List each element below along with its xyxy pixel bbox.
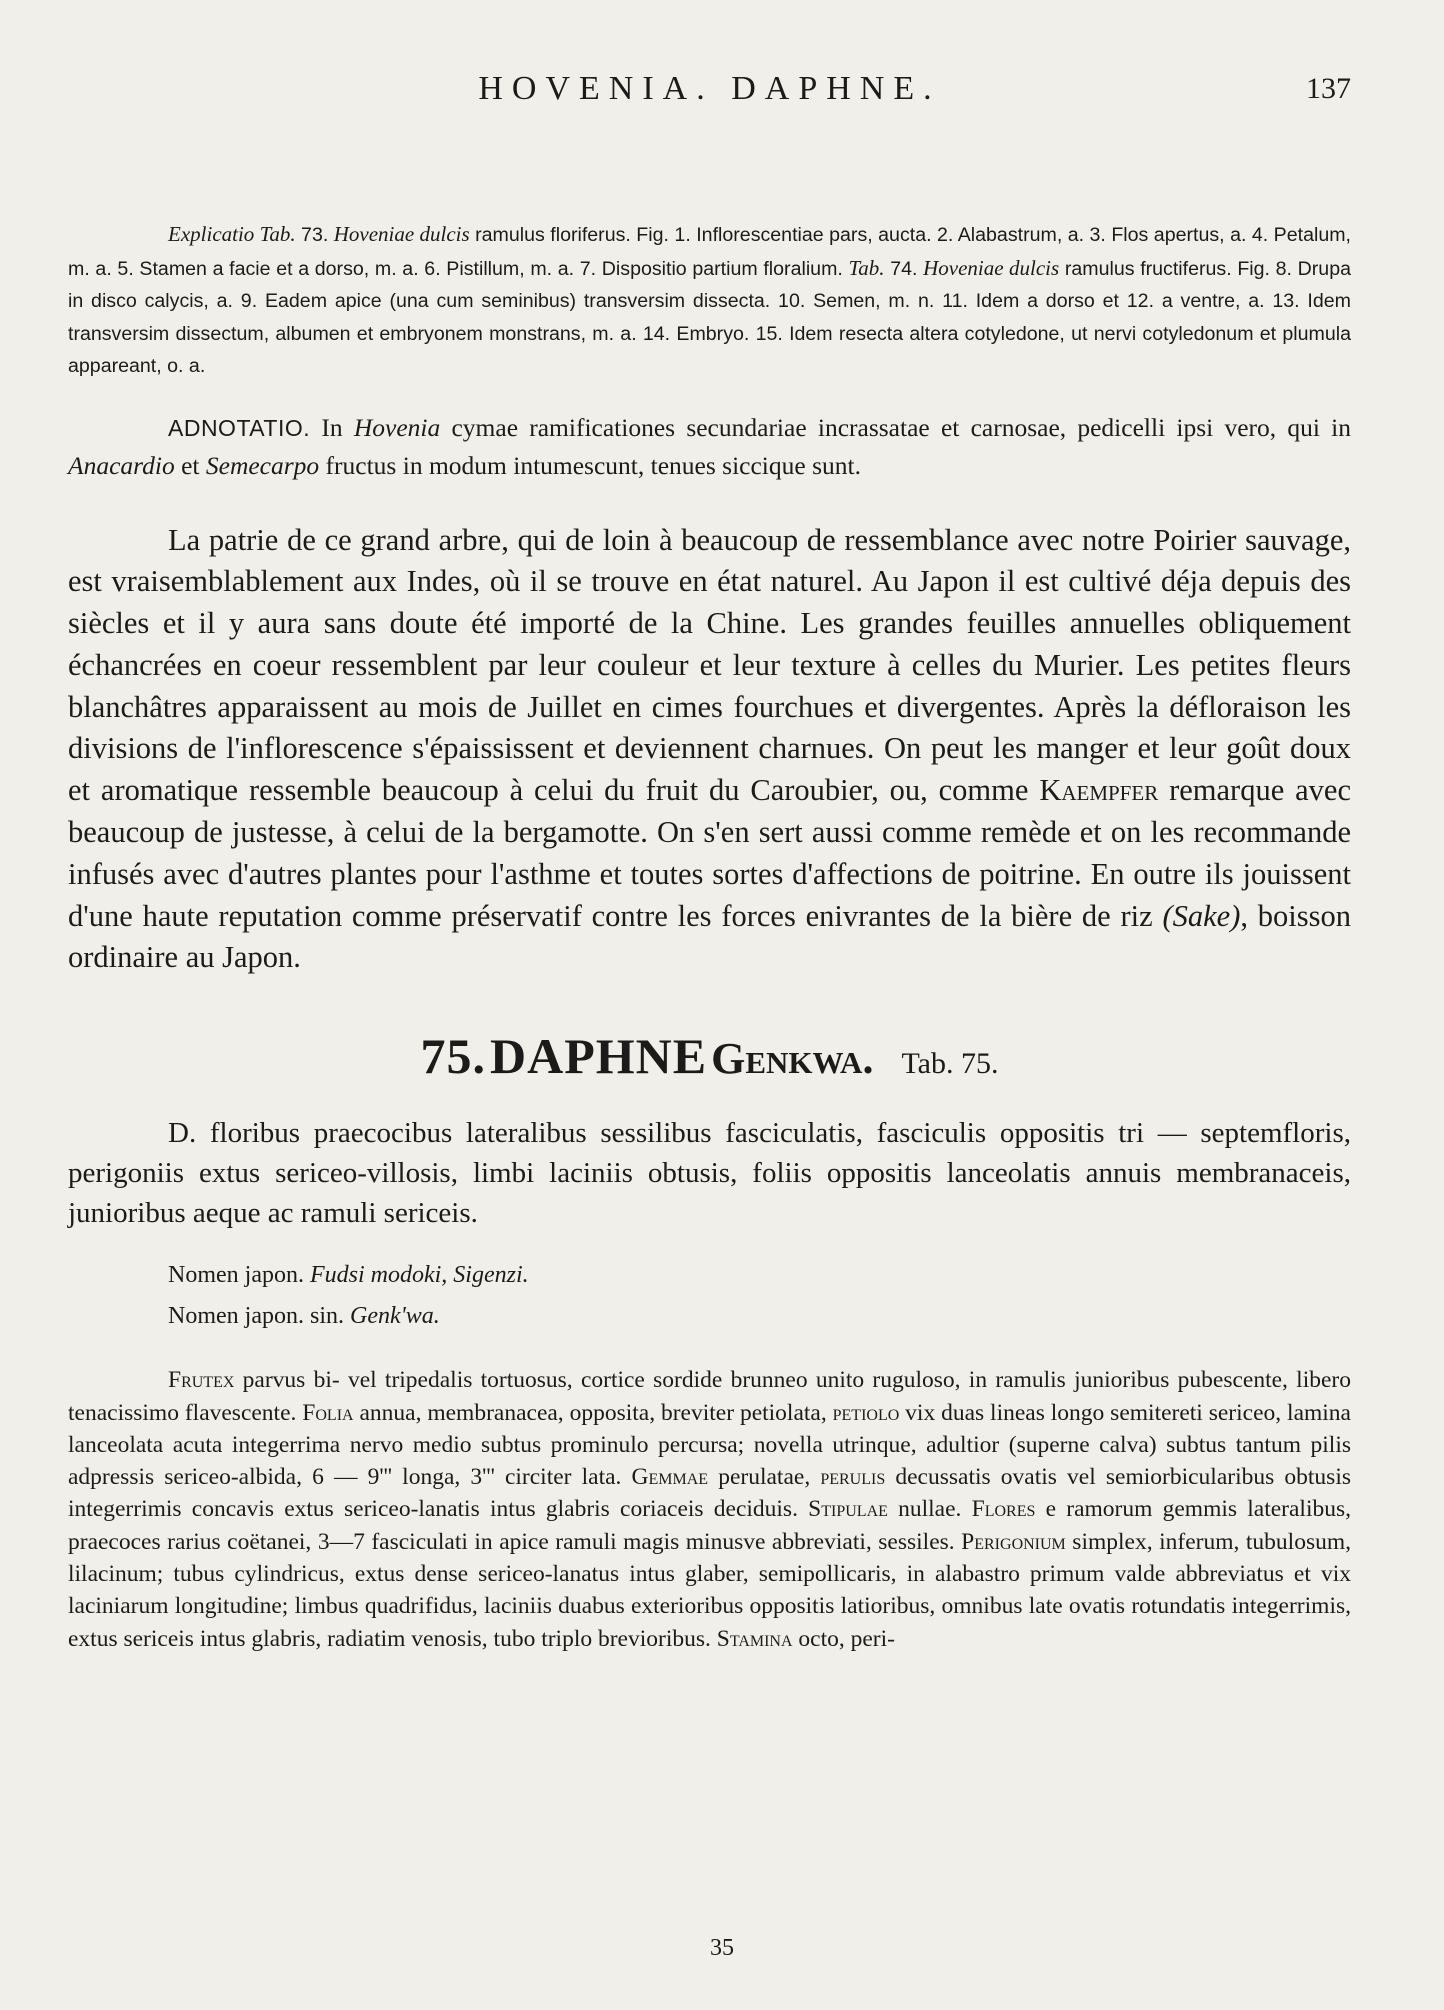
plate-reference: Tab. 75.	[901, 1047, 999, 1081]
japanese-name-line	[68, 1262, 1351, 1289]
description-run: Gemmae	[631, 1464, 709, 1491]
explicatio-run: 74.	[884, 257, 924, 280]
french-paragraph-run: La patrie de ce grand arbre, qui de loin à beaucoup de ressemblance avec notre Poirier sauvage, est vraisemblablement aux Indes, où il se trouve en état naturel. Au Japon il est cultivé déja depuis des siècles et il y aura sans doute été importé de la Chine. Les grandes feuilles annuelles obliquement échancrées en coeur ressemblent par leur couleur et leur texture à celles du Murier. Les petites fleurs blanchâtres apparaissent au mois de Juillet en cimes fourchues et divergentes. Après la défloraison les divisions de l'inflorescence s'épaississent et deviennent charnues. On peut les manger et leur goût doux et aromatique ressemble beaucoup à celui du fruit du Caroubier, ou, comme	[68, 522, 1351, 808]
explicatio-run: Hoveniae dulcis	[333, 222, 470, 246]
description-run: Stamina	[716, 1625, 793, 1652]
explicatio-run: ramulus fructiferus. Fig. 8. Drupa in disco calycis, a. 9. Eadem apice (una cum seminibus) transversim dissecta. 10. Semen, m. n. 11. Idem a dorso et 12. a ventre, a. 13. Idem transversim dissectum, albumen et embryonem monstrans, m. a. 14. Embryo. 15. Idem resecta altera cotyledone, ut nervi cotyledonum et plumula appareant, o. a.	[68, 257, 1352, 377]
diagnosis-paragraph: D. floribus praecocibus lateralibus sessilibus fasciculatis, fasciculis oppositis tri — septemfloris, perigoniis extus sericeo-villosis, limbi laciniis obtusis, foliis oppositis lanceolatis annuis membranaceis, junioribus aeque ac ramuli sericeis.	[68, 1117, 1351, 1230]
description-run: octo, peri-	[792, 1625, 895, 1652]
description-run: annua, membranacea, opposita, breviter petiolata,	[353, 1399, 833, 1426]
adnotatio-run: Hovenia	[353, 412, 441, 442]
description-run: decussatis ovatis vel semiorbicularibus obtusis integerrimis concavis extus sericeo-lanatis intus glabris coriaceis deciduis.	[68, 1464, 1351, 1523]
description-run: petiolo	[832, 1399, 900, 1426]
explicatio-run: Hoveniae dulcis	[923, 255, 1060, 280]
description-run: perulis	[820, 1464, 886, 1491]
french-paragraph-run: Kaempfer	[1039, 773, 1159, 808]
adnotatio-run: et	[174, 450, 206, 480]
explicatio-run: 73.	[295, 224, 334, 246]
description-run: parvus bi- vel tripedalis tortuosus, cortice sordide brunneo unito ruguloso, in ramulis junioribus pubescente, libero tenacissimo flavescente.	[68, 1367, 1351, 1426]
description-run: perulatae,	[708, 1464, 821, 1491]
adnotatio-run: cymae ramificationes secundariae incrassatae et carnosae, pedicelli ipsi vero, qui in	[440, 412, 1351, 442]
french-paragraph	[68, 520, 1351, 980]
signature-number: 35	[710, 1935, 734, 1961]
adnotatio-run: fructus in modum intumescunt, tenues siccique sunt.	[319, 450, 861, 480]
description-run: nullae.	[887, 1496, 972, 1523]
nomen-sin-value: Genk'wa.	[349, 1303, 440, 1330]
adnotatio-run: In	[310, 412, 354, 442]
explicatio-run: ramulus floriferus. Fig. 1. Inflorescentiae pars, aucta. 2. Alabastrum, a. 3. Flos apertus, a. 4. Petalum, m. a. 5. Stamen a facie et a dorso, m. a. 6. Pistillum, m. a. 7. Dispositio partium floralium.	[68, 224, 1351, 280]
description-paragraph	[68, 1364, 1351, 1655]
adnotatio-run: Semecarpo	[205, 450, 320, 480]
explicatio-run: Tab.	[848, 255, 885, 280]
sino-japanese-name-line	[68, 1303, 1351, 1330]
description-run: Stipulae	[808, 1496, 888, 1523]
adnotatio-paragraph	[68, 409, 1351, 484]
page-number: 137	[1306, 72, 1351, 105]
genus-name: DAPHNE	[489, 1028, 708, 1085]
description-run: Frutex	[168, 1367, 235, 1394]
running-header	[68, 70, 1351, 130]
nomen-label: Nomen japon.	[168, 1262, 304, 1289]
plate-explanation	[68, 218, 1351, 383]
description-run: vix duas lineas longo semitereti sericeo, lamina lanceolata acuta integerrima nervo medio subtus prominulo percursa; novella utrinque, adultior (superne calva) subtus tantum pilis adpressis sericeo-albida, 6 — 9''' longa, 3''' circiter lata.	[68, 1399, 1351, 1491]
explicatio-run: Explicatio Tab.	[168, 222, 296, 246]
description-run: Flores	[971, 1496, 1036, 1523]
species-epithet: Genkwa.	[711, 1034, 874, 1084]
description-run: simplex, inferum, tubulosum, lilacinum; tubus cylindricus, extus dense sericeo-lanatus intus glaber, semipollicaris, in alabastro primum valde abbreviatus et vix laciniarum longitudine; limbus quadrifidus, laciniis duabus exterioribus oppositis latioribus, omnibus late ovatis rotundatis integerrimis, extus sericeis intus glabris, radiatim venosis, tubo triplo brevioribus.	[68, 1528, 1351, 1652]
nomen-value: Fudsi modoki, Sigenzi.	[309, 1262, 529, 1289]
description-run: Folia	[302, 1399, 354, 1426]
french-paragraph-run: (Sake)	[1162, 898, 1241, 933]
adnotatio-run: Anacardio	[68, 450, 175, 480]
description-run: Perigonium	[961, 1528, 1066, 1555]
species-heading	[68, 1027, 1351, 1085]
french-paragraph-run: , boisson ordinaire au Japon.	[68, 898, 1351, 975]
running-title: HOVENIA. DAPHNE.	[478, 70, 941, 107]
species-number: 75.	[420, 1028, 486, 1085]
nomen-sin-label: Nomen japon. sin.	[168, 1303, 344, 1330]
adnotatio-run: ADNOTATIO.	[168, 414, 311, 441]
french-paragraph-run: remarque avec beaucoup de justesse, à celui de la bergamotte. On s'en sert aussi comme remède et on les recommande infusés avec d'autres plantes pour l'asthme et toutes sortes d'affections de poitrine. En outre ils jouissent d'une haute reputation comme préservatif contre les forces enivrantes de la bière de riz	[68, 773, 1351, 933]
description-run: e ramorum gemmis lateralibus, praecoces rarius coëtanei, 3—7 fasciculati in apice ramuli magis minusve abbreviati, sessiles.	[68, 1496, 1351, 1555]
